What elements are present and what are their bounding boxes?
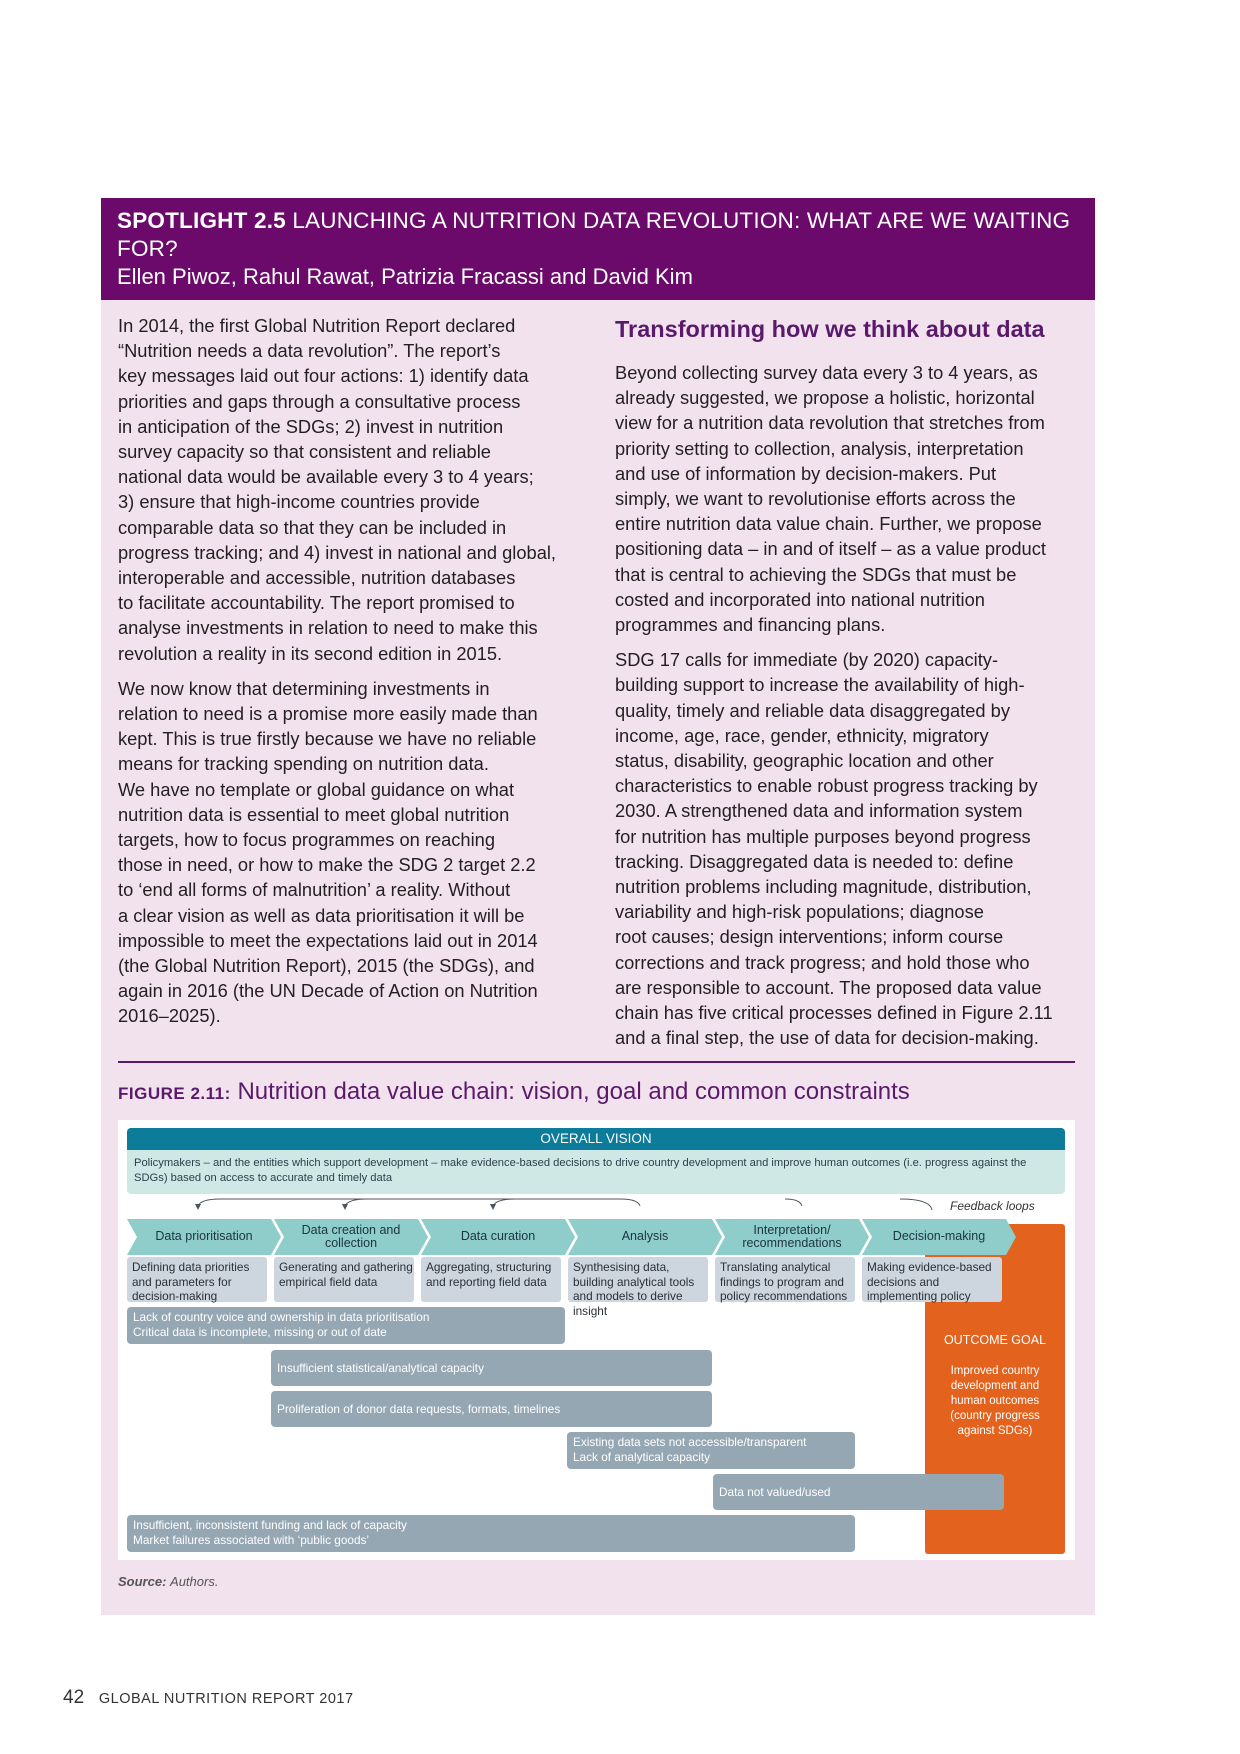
vision-title: OVERALL VISION bbox=[127, 1128, 1065, 1150]
step-description-text: Making evidence-based decisions and implementing policy bbox=[867, 1260, 992, 1303]
source-label: Source: bbox=[118, 1574, 167, 1589]
constraint-text: Lack of country voice and ownership in data prioritisation Critical data is incomplete, missing or out of date bbox=[133, 1310, 430, 1339]
figure-title-text: Nutrition data value chain: vision, goal and common constraints bbox=[237, 1078, 910, 1105]
left-paragraph-1: In 2014, the first Global Nutrition Report declared “Nutrition needs a data revolution”. The report’s key messages laid out four actions: 1) identify data priorities and gaps through a consultative process in anticipation of the SDGs; 2) invest in nutrition survey capacity so that consistent and reliable national data would be available every 3 to 4 years; 3) ensure that high-income countries provide comparable data so that they can be included in progress tracking; and 4) invest in national and global, interoperable and accessible, nutrition databases to facilitate accountability. The report promised to analyse investments in relation to need to make this revolution a reality in its second edition in 2015. bbox=[118, 315, 557, 664]
step-label-2: Data creation and collection bbox=[301, 1222, 401, 1250]
right-paragraph-2: SDG 17 calls for immediate (by 2020) capacity- building support to increase the availability of high- quality, timely and reliable data disaggregated by income, age, race, gender, ethnicity, migratory status, disability, geographic location and other characteristics to enable robust progress tracking by 2030. A strengthened data and information system for nutrition has multiple purposes beyond progress tracking. Disaggregated data is needed to: define nutrition problems including magnitude, distribution, variability and high-risk populations; diagnose root causes; design interventions; inform course corrections and track progress; and hold those who are responsible to account. The proposed data value chain has five critical processes defined in Figure 2.11 and a final step, the use of data for decision-making. bbox=[615, 649, 1053, 1049]
step-description-6 bbox=[862, 1257, 1002, 1302]
constraint-text: Insufficient statistical/analytical capacity bbox=[277, 1361, 484, 1375]
page-footer bbox=[63, 1687, 354, 1709]
step-description-5 bbox=[715, 1257, 855, 1302]
outcome-goal-text: Improved country development and human outcomes (country progress against SDGs) bbox=[950, 1365, 1040, 1437]
constraint-bar-5 bbox=[713, 1474, 1004, 1510]
constraint-bar-1 bbox=[127, 1307, 565, 1344]
page-number: 42 bbox=[63, 1687, 85, 1708]
constraint-text: Data not valued/used bbox=[719, 1485, 831, 1499]
constraint-bar-6 bbox=[127, 1515, 855, 1552]
figure-source bbox=[118, 1574, 218, 1589]
vision-text: Policymakers – and the entities which support development – make evidence-based decisions to drive country development and improve human outcomes (i.e. progress against the SDGs) based on access to accurate and timely data bbox=[134, 1157, 1027, 1184]
step-description-1 bbox=[127, 1257, 267, 1302]
step-description-3 bbox=[421, 1257, 561, 1302]
constraint-bar-2 bbox=[271, 1350, 712, 1386]
step-label-3: Data curation bbox=[460, 1229, 536, 1244]
feedback-loops-label: Feedback loops bbox=[950, 1199, 1035, 1213]
constraint-bar-4 bbox=[567, 1432, 855, 1469]
step-description-4 bbox=[568, 1257, 708, 1318]
step-label-4: Analysis bbox=[621, 1229, 669, 1244]
right-paragraph-1: Beyond collecting survey data every 3 to 4 years, as already suggested, we propose a holistic, horizontal view for a nutrition data revolution that stretches from priority setting to collection, analysis, interpretation and use of information by decision-makers. Put simply, we want to revolutionise efforts across the entire nutrition data value chain. Further, we propose positioning data – in and of itself – as a value product that is central to achieving the SDGs that must be costed and incorporated into national nutrition programmes and financing plans. bbox=[615, 362, 1046, 636]
step-label-6: Decision-making bbox=[892, 1229, 986, 1244]
step-description-text: Generating and gathering empirical field data bbox=[279, 1260, 413, 1289]
step-description-text: Synthesising data, building analytical tools and models to derive insight bbox=[573, 1260, 695, 1318]
figure-label: FIGURE 2.11: bbox=[118, 1084, 231, 1103]
constraint-text: Existing data sets not accessible/transparent Lack of analytical capacity bbox=[573, 1435, 807, 1464]
step-description-2 bbox=[274, 1257, 414, 1302]
source-text: Authors. bbox=[170, 1574, 219, 1589]
step-description-text: Translating analytical findings to program and policy recommendations bbox=[720, 1260, 848, 1303]
publication-name: GLOBAL NUTRITION REPORT 2017 bbox=[98, 1691, 354, 1707]
constraint-bar-3 bbox=[271, 1391, 712, 1427]
step-description-text: Defining data priorities and parameters for decision-making bbox=[132, 1260, 250, 1303]
constraint-text: Proliferation of donor data requests, formats, timelines bbox=[277, 1402, 561, 1416]
outcome-goal-title: OUTCOME GOAL bbox=[943, 1333, 1047, 1347]
left-paragraph-2: We now know that determining investments in relation to need is a promise more easily made than kept. This is true firstly because we have no reliable means for tracking spending on nutrition data. We have no template or global guidance on what nutrition data is essential to meet global nutrition targets, how to focus programmes on reaching those in need, or how to make the SDG 2 target 2.2 to ‘end all forms of malnutrition’ a reality. Without a clear vision as well as data prioritisation it will be impossible to meet the expectations laid out in 2014 (the Global Nutrition Report), 2015 (the SDGs), and again in 2016 (the UN Decade of Action on Nutrition 2016–2025). bbox=[118, 677, 538, 1027]
step-description-text: Aggregating, structuring and reporting field data bbox=[426, 1260, 552, 1289]
constraint-text: Insufficient, inconsistent funding and lack of capacity Market failures associated with ‘public goods’ bbox=[133, 1518, 407, 1547]
step-label-5: Interpretation/ recommendations bbox=[742, 1222, 842, 1250]
spotlight-title-text: LAUNCHING A NUTRITION DATA REVOLUTION: WHAT ARE WE WAITING FOR? bbox=[117, 208, 1071, 261]
spotlight-label: SPOTLIGHT 2.5 bbox=[117, 208, 286, 233]
section-heading: Transforming how we think about data bbox=[615, 316, 1045, 342]
step-label-1: Data prioritisation bbox=[155, 1229, 253, 1244]
spotlight-authors: Ellen Piwoz, Rahul Rawat, Patrizia Fracassi and David Kim bbox=[117, 264, 693, 289]
